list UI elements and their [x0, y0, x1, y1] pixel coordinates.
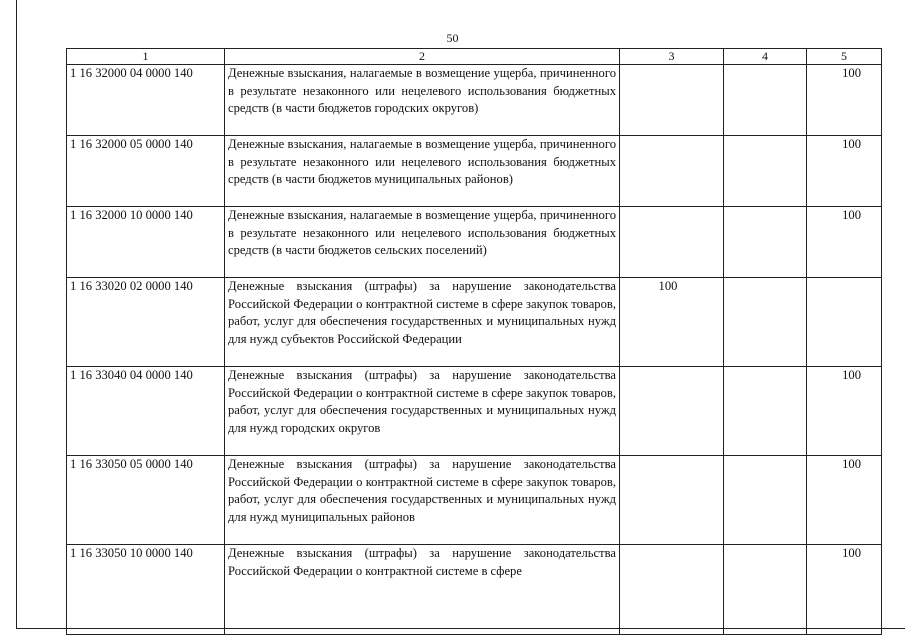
revenue-description: Денежные взыскания, налагаемые в возмещение ущерба, причиненного в результате незаконного или нецелевого использования бюджетных средств (в части бюджетов городских округов): [225, 65, 620, 136]
budget-code: 1 16 32000 04 0000 140: [67, 65, 225, 136]
col5-value: 100: [807, 136, 882, 207]
header-col-3: 3: [620, 49, 724, 65]
col3-value: [620, 136, 724, 207]
revenue-description: Денежные взыскания (штрафы) за нарушение законодательства Российской Федерации о контрактной системе в сфере: [225, 545, 620, 635]
col4-value: [724, 545, 807, 635]
header-col-2: 2: [225, 49, 620, 65]
revenue-description: Денежные взыскания (штрафы) за нарушение законодательства Российской Федерации о контрактной системе в сфере закупок товаров, работ, услуг для обеспечения государственных и муниципальных нужд для нужд субъектов Российской Федерации: [225, 278, 620, 367]
page-left-border: [16, 0, 17, 628]
table-row: [67, 65, 882, 136]
col5-value: 100: [807, 207, 882, 278]
table-row: [67, 207, 882, 278]
table-row: [67, 136, 882, 207]
col4-value: [724, 456, 807, 545]
col5-value: 100: [807, 367, 882, 456]
col3-value: 100: [620, 278, 724, 367]
table-row: [67, 367, 882, 456]
budget-code: 1 16 32000 05 0000 140: [67, 136, 225, 207]
col5-value: [807, 278, 882, 367]
col5-value: 100: [807, 545, 882, 635]
table-row: [67, 278, 882, 367]
col3-value: [620, 456, 724, 545]
table-row: [67, 545, 882, 635]
budget-revenue-table: [66, 48, 882, 635]
budget-code: 1 16 32000 10 0000 140: [67, 207, 225, 278]
page-number: 50: [446, 31, 459, 45]
col4-value: [724, 65, 807, 136]
col3-value: [620, 207, 724, 278]
table-row: [67, 456, 882, 545]
col4-value: [724, 278, 807, 367]
col3-value: [620, 65, 724, 136]
budget-code: 1 16 33050 10 0000 140: [67, 545, 225, 635]
col5-value: 100: [807, 65, 882, 136]
revenue-description: Денежные взыскания (штрафы) за нарушение законодательства Российской Федерации о контрактной системе в сфере закупок товаров, работ, услуг для обеспечения государственных и муниципальных нужд для нужд муниципальных районов: [225, 456, 620, 545]
header-col-1: 1: [67, 49, 225, 65]
table-header-row: [67, 49, 882, 65]
budget-code: 1 16 33050 05 0000 140: [67, 456, 225, 545]
header-col-4: 4: [724, 49, 807, 65]
col4-value: [724, 367, 807, 456]
col4-value: [724, 136, 807, 207]
header-col-5: 5: [807, 49, 882, 65]
col3-value: [620, 545, 724, 635]
budget-code: 1 16 33020 02 0000 140: [67, 278, 225, 367]
col3-value: [620, 367, 724, 456]
revenue-description: Денежные взыскания (штрафы) за нарушение законодательства Российской Федерации о контрактной системе в сфере закупок товаров, работ, услуг для обеспечения государственных и муниципальных нужд для нужд городских округов: [225, 367, 620, 456]
col4-value: [724, 207, 807, 278]
budget-code: 1 16 33040 04 0000 140: [67, 367, 225, 456]
revenue-description: Денежные взыскания, налагаемые в возмещение ущерба, причиненного в результате незаконного или нецелевого использования бюджетных средств (в части бюджетов муниципальных районов): [225, 136, 620, 207]
revenue-description: Денежные взыскания, налагаемые в возмещение ущерба, причиненного в результате незаконного или нецелевого использования бюджетных средств (в части бюджетов сельских поселений): [225, 207, 620, 278]
col5-value: 100: [807, 456, 882, 545]
